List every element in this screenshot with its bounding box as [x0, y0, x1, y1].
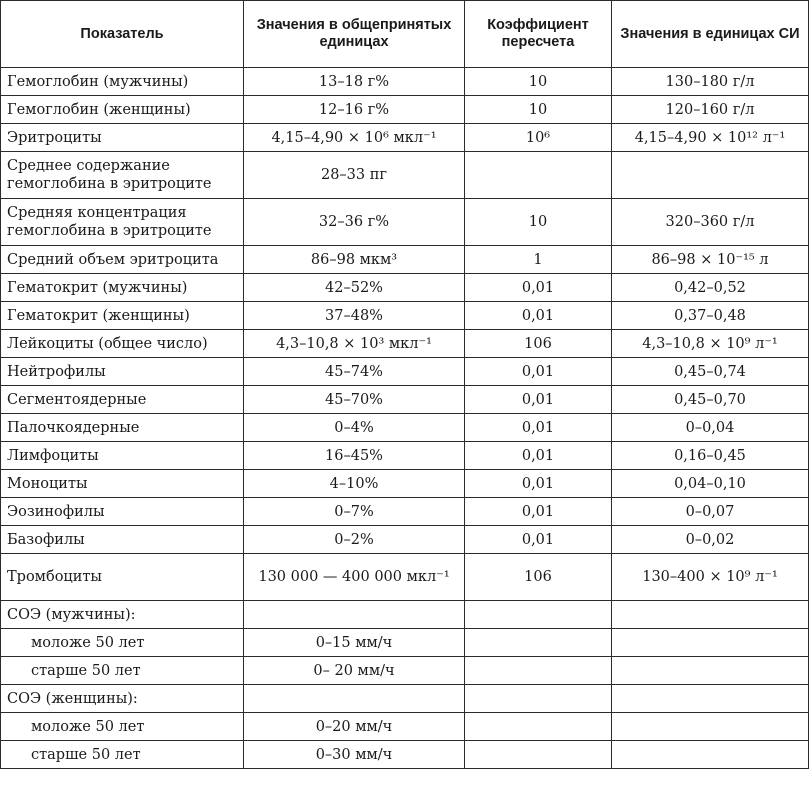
row-conversion-factor	[465, 152, 612, 199]
row-name: моложе 50 лет	[1, 713, 244, 741]
row-conventional-value: 16–45%	[244, 442, 465, 470]
row-conversion-factor: 10	[465, 68, 612, 96]
header-conversion-factor: Коэффициент пересчета	[465, 1, 612, 68]
table-row	[1, 152, 809, 199]
table-row	[1, 741, 809, 769]
row-conversion-factor: 10	[465, 96, 612, 124]
table-row	[1, 526, 809, 554]
row-conventional-value: 32–36 г%	[244, 199, 465, 246]
row-conventional-value: 0–15 мм/ч	[244, 629, 465, 657]
row-si-value: 0–0,07	[612, 498, 809, 526]
row-si-value: 4,15–4,90 × 10¹² л⁻¹	[612, 124, 809, 152]
table-row	[1, 302, 809, 330]
row-si-value: 86–98 × 10⁻¹⁵ л	[612, 246, 809, 274]
row-name: Тромбоциты	[1, 554, 244, 601]
row-conversion-factor	[465, 685, 612, 713]
row-name: моложе 50 лет	[1, 629, 244, 657]
row-name: старше 50 лет	[1, 741, 244, 769]
row-conversion-factor	[465, 657, 612, 685]
row-conversion-factor: 106	[465, 554, 612, 601]
row-conventional-value: 13–18 г%	[244, 68, 465, 96]
row-si-value	[612, 741, 809, 769]
row-si-value: 120–160 г/л	[612, 96, 809, 124]
table-row	[1, 68, 809, 96]
row-si-value: 130–400 × 10⁹ л⁻¹	[612, 554, 809, 601]
row-conventional-value: 130 000 — 400 000 мкл⁻¹	[244, 554, 465, 601]
row-conversion-factor: 0,01	[465, 470, 612, 498]
row-conversion-factor: 0,01	[465, 526, 612, 554]
row-conversion-factor	[465, 629, 612, 657]
row-name: Лимфоциты	[1, 442, 244, 470]
table-row	[1, 713, 809, 741]
row-conversion-factor: 1	[465, 246, 612, 274]
row-conventional-value: 0–30 мм/ч	[244, 741, 465, 769]
row-si-value	[612, 152, 809, 199]
table-row	[1, 246, 809, 274]
row-name: Гемоглобин (мужчины)	[1, 68, 244, 96]
row-conventional-value: 45–70%	[244, 386, 465, 414]
row-conventional-value: 0–2%	[244, 526, 465, 554]
row-conversion-factor: 0,01	[465, 498, 612, 526]
row-conventional-value: 86–98 мкм³	[244, 246, 465, 274]
row-name: Гематокрит (мужчины)	[1, 274, 244, 302]
row-conversion-factor: 0,01	[465, 302, 612, 330]
row-conventional-value: 37–48%	[244, 302, 465, 330]
row-name: Базофилы	[1, 526, 244, 554]
row-si-value: 0,45–0,70	[612, 386, 809, 414]
row-conversion-factor: 0,01	[465, 442, 612, 470]
row-name: Эозинофилы	[1, 498, 244, 526]
row-si-value	[612, 601, 809, 629]
table-row	[1, 124, 809, 152]
table-row	[1, 470, 809, 498]
table-row	[1, 498, 809, 526]
table-row	[1, 657, 809, 685]
header-conventional-units: Значения в общепринятых единицах	[244, 1, 465, 68]
row-conventional-value: 45–74%	[244, 358, 465, 386]
row-conversion-factor: 10⁶	[465, 124, 612, 152]
table-row	[1, 601, 809, 629]
row-name: Средний объем эритроцита	[1, 246, 244, 274]
row-conventional-value: 12–16 г%	[244, 96, 465, 124]
row-conversion-factor: 106	[465, 330, 612, 358]
row-conventional-value	[244, 685, 465, 713]
row-si-value: 0,16–0,45	[612, 442, 809, 470]
row-si-value: 0,04–0,10	[612, 470, 809, 498]
row-si-value: 4,3–10,8 × 10⁹ л⁻¹	[612, 330, 809, 358]
row-conventional-value: 4–10%	[244, 470, 465, 498]
row-conventional-value	[244, 601, 465, 629]
table-row	[1, 685, 809, 713]
row-si-value: 0–0,02	[612, 526, 809, 554]
row-si-value: 130–180 г/л	[612, 68, 809, 96]
row-conversion-factor: 10	[465, 199, 612, 246]
row-conventional-value: 4,3–10,8 × 10³ мкл⁻¹	[244, 330, 465, 358]
row-conventional-value: 0–20 мм/ч	[244, 713, 465, 741]
row-name: Сегментоядерные	[1, 386, 244, 414]
header-si-units: Значения в единицах СИ	[612, 1, 809, 68]
table-row	[1, 358, 809, 386]
row-name: Гемоглобин (женщины)	[1, 96, 244, 124]
header-indicator: Показатель	[1, 1, 244, 68]
row-conversion-factor: 0,01	[465, 414, 612, 442]
row-si-value: 320–360 г/л	[612, 199, 809, 246]
table-row	[1, 96, 809, 124]
row-name: старше 50 лет	[1, 657, 244, 685]
row-name: Эритроциты	[1, 124, 244, 152]
table-row	[1, 554, 809, 601]
table-row	[1, 386, 809, 414]
row-si-value	[612, 713, 809, 741]
row-name: СОЭ (женщины):	[1, 685, 244, 713]
row-name: Палочкоядерные	[1, 414, 244, 442]
row-name: Среднее содержание гемоглобина в эритроците	[1, 152, 244, 199]
row-si-value	[612, 629, 809, 657]
header-row	[1, 1, 809, 68]
row-si-value	[612, 685, 809, 713]
row-conversion-factor	[465, 601, 612, 629]
table-row	[1, 442, 809, 470]
row-name: Нейтрофилы	[1, 358, 244, 386]
table-row	[1, 330, 809, 358]
row-name: Средняя концентрация гемоглобина в эритроците	[1, 199, 244, 246]
row-si-value: 0,42–0,52	[612, 274, 809, 302]
row-si-value	[612, 657, 809, 685]
row-conventional-value: 28–33 пг	[244, 152, 465, 199]
row-conversion-factor: 0,01	[465, 386, 612, 414]
row-si-value: 0,37–0,48	[612, 302, 809, 330]
row-name: СОЭ (мужчины):	[1, 601, 244, 629]
row-conventional-value: 0– 20 мм/ч	[244, 657, 465, 685]
table-row	[1, 629, 809, 657]
row-conversion-factor: 0,01	[465, 274, 612, 302]
row-si-value: 0–0,04	[612, 414, 809, 442]
table-row	[1, 274, 809, 302]
row-name: Моноциты	[1, 470, 244, 498]
table-row	[1, 414, 809, 442]
row-name: Лейкоциты (общее число)	[1, 330, 244, 358]
row-conventional-value: 42–52%	[244, 274, 465, 302]
row-name: Гематокрит (женщины)	[1, 302, 244, 330]
row-conversion-factor: 0,01	[465, 358, 612, 386]
row-conventional-value: 0–7%	[244, 498, 465, 526]
row-conversion-factor	[465, 741, 612, 769]
row-conventional-value: 4,15–4,90 × 10⁶ мкл⁻¹	[244, 124, 465, 152]
row-si-value: 0,45–0,74	[612, 358, 809, 386]
table-row	[1, 199, 809, 246]
row-conventional-value: 0–4%	[244, 414, 465, 442]
row-conversion-factor	[465, 713, 612, 741]
